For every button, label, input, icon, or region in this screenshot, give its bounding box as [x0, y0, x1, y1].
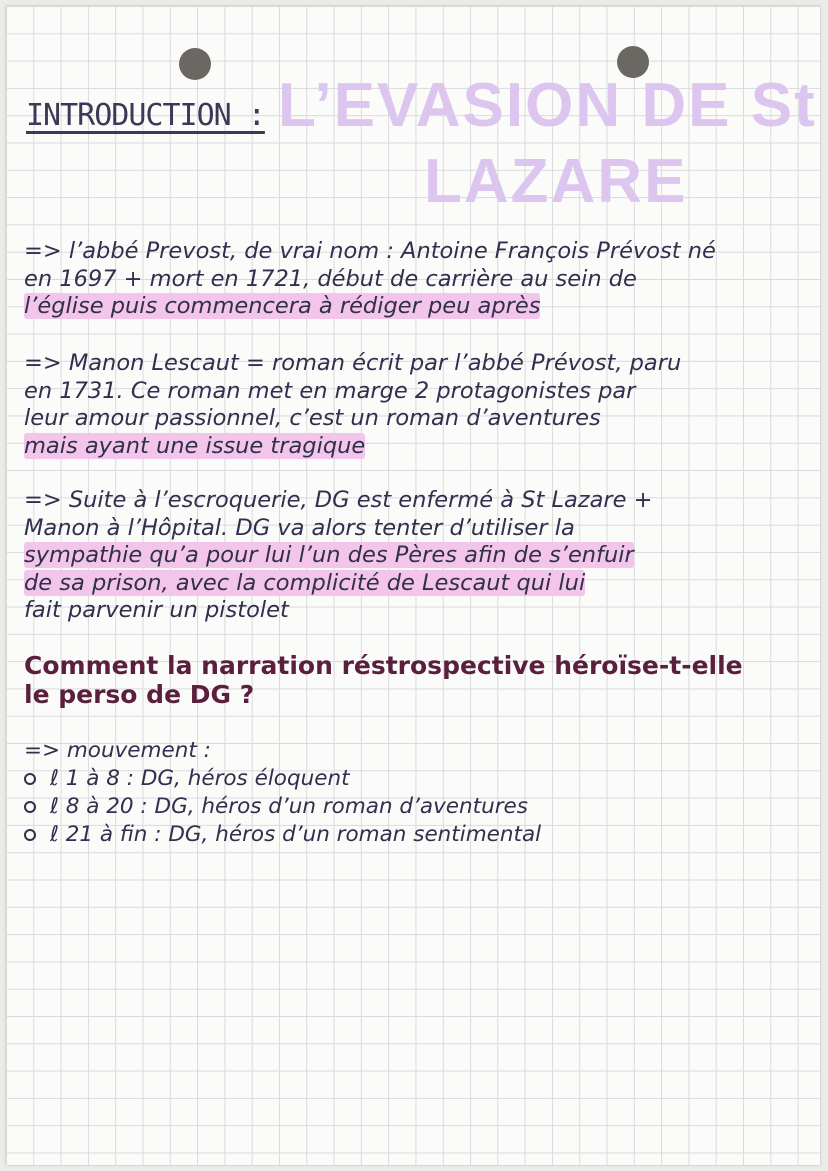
text-line: fait parvenir un pistolet	[24, 597, 289, 623]
text-line	[24, 293, 820, 321]
highlighted-text: sympathie qu’a pour lui l’un des Pères afin de s’enfuir	[24, 542, 634, 568]
title-line-1: L’EVASION DE St	[278, 71, 817, 140]
question-line: Comment la narration réstrospective héroïse-t-elle	[24, 651, 743, 680]
highlighted-text: de sa prison, avec la complicité de Lescaut qui lui	[24, 569, 586, 596]
text-line: Manon à l’Hôpital. DG va alors tenter d’utiliser la	[24, 514, 575, 541]
highlighted-text: l’église puis commencera à rédiger peu après	[24, 293, 541, 319]
text-line	[24, 542, 820, 570]
bullet-icon	[24, 773, 36, 785]
text-line: => l’abbé Prevost, de vrai nom : Antoine François Prévost né	[24, 238, 716, 264]
text-line	[24, 433, 820, 461]
paragraph-manon-lescaut	[24, 350, 820, 460]
list-item	[24, 765, 820, 793]
intro-heading: INTRODUCTION :	[26, 98, 265, 133]
paragraph-evasion-context	[24, 487, 820, 625]
text-line: => Manon Lescaut = roman écrit par l’abbé Prévost, paru	[24, 350, 682, 376]
bullet-icon	[24, 829, 36, 841]
problematique-question	[24, 651, 820, 709]
bullet-icon	[24, 801, 36, 813]
text-line: => Suite à l’escroquerie, DG est enfermé à St Lazare +	[24, 487, 653, 513]
text-line: en 1697 + mort en 1721, début de carrière au sein de	[24, 265, 637, 292]
notebook-page	[6, 6, 820, 1165]
mouvement-heading: => mouvement :	[24, 738, 211, 763]
list-item-text: ℓ 8 à 20 : DG, héros d’un roman d’aventures	[50, 794, 528, 819]
list-item	[24, 821, 820, 849]
list-item-text: ℓ 1 à 8 : DG, héros éloquent	[50, 766, 350, 791]
title-line-2: LAZARE	[424, 147, 688, 216]
punch-hole-left	[179, 48, 211, 80]
paragraph-prevost	[24, 238, 820, 321]
text-line: leur amour passionnel, c’est un roman d’aventures	[24, 405, 601, 431]
text-line	[24, 570, 820, 598]
question-line: le perso de DG ?	[24, 680, 255, 709]
mouvement-list	[24, 737, 820, 849]
highlighted-text: mais ayant une issue tragique	[24, 432, 366, 459]
text-line: en 1731. Ce roman met en marge 2 protagonistes par	[24, 377, 636, 404]
list-item	[24, 793, 820, 821]
list-item-text: ℓ 21 à fin : DG, héros d’un roman sentimental	[50, 822, 542, 847]
